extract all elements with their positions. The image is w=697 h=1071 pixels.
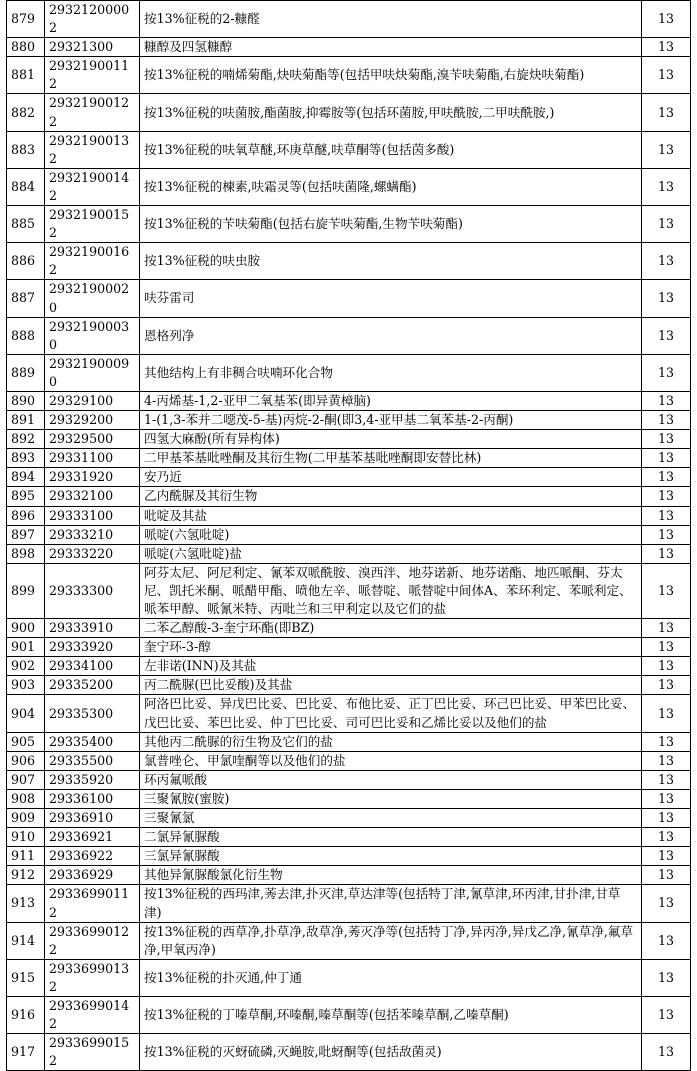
row-number: 905	[7, 732, 45, 751]
commodity-code: 29333910	[45, 619, 140, 638]
commodity-description: 二苯乙醇酸-3-奎宁环酯(即BZ)	[140, 619, 642, 638]
table-row	[7, 563, 691, 618]
tax-rate: 13	[642, 430, 691, 449]
row-number: 909	[7, 809, 45, 828]
commodity-description: 三聚氰胺(蜜胺)	[140, 789, 642, 808]
tax-rate: 13	[642, 676, 691, 695]
row-number: 879	[7, 1, 45, 38]
commodity-code: 29335920	[45, 770, 140, 789]
commodity-code: 29321200002	[45, 1, 140, 38]
commodity-description: 按13%征税的灭蚜硫磷,灭蝇胺,吡蚜酮等(包括敌菌灵)	[140, 1034, 642, 1071]
row-number: 910	[7, 828, 45, 847]
tax-rate: 13	[642, 57, 691, 94]
commodity-code: 29336990112	[45, 885, 140, 922]
commodity-description: 其他结构上有非稠合呋喃环化合物	[140, 354, 642, 391]
table-row	[7, 206, 691, 243]
table-row	[7, 525, 691, 544]
commodity-code: 29336910	[45, 809, 140, 828]
commodity-code: 29333100	[45, 506, 140, 525]
row-number: 898	[7, 544, 45, 563]
tax-rate: 13	[642, 695, 691, 732]
commodity-description: 二氯异氰脲酸	[140, 828, 642, 847]
tax-rate: 13	[642, 544, 691, 563]
row-number: 890	[7, 391, 45, 410]
tax-rate: 13	[642, 922, 691, 959]
table-row	[7, 487, 691, 506]
row-number: 895	[7, 487, 45, 506]
row-number: 882	[7, 94, 45, 131]
row-number: 903	[7, 676, 45, 695]
table-row	[7, 809, 691, 828]
tax-rate: 13	[642, 770, 691, 789]
tariff-table-body	[7, 1, 691, 1071]
tax-rate: 13	[642, 885, 691, 922]
commodity-description: 其他异氰脲酸氯化衍生物	[140, 866, 642, 885]
row-number: 897	[7, 525, 45, 544]
commodity-description: 哌啶(六氢吡啶)盐	[140, 544, 642, 563]
commodity-description: 乙内酰脲及其衍生物	[140, 487, 642, 506]
row-number: 901	[7, 638, 45, 657]
commodity-code: 29333300	[45, 563, 140, 618]
row-number: 902	[7, 657, 45, 676]
tax-rate: 13	[642, 638, 691, 657]
commodity-code: 29321900142	[45, 168, 140, 205]
row-number: 887	[7, 280, 45, 317]
commodity-code: 29331100	[45, 449, 140, 468]
commodity-code: 29329100	[45, 391, 140, 410]
table-row	[7, 280, 691, 317]
table-row	[7, 449, 691, 468]
row-number: 886	[7, 243, 45, 280]
row-number: 889	[7, 354, 45, 391]
table-row	[7, 1034, 691, 1071]
commodity-code: 29329500	[45, 430, 140, 449]
commodity-code: 29321300	[45, 38, 140, 57]
tax-rate: 13	[642, 411, 691, 430]
tax-rate: 13	[642, 391, 691, 410]
table-row	[7, 354, 691, 391]
table-row	[7, 732, 691, 751]
tax-rate: 13	[642, 525, 691, 544]
commodity-code: 29321900030	[45, 317, 140, 354]
commodity-description: 按13%征税的呋虫胺	[140, 243, 642, 280]
tax-rate: 13	[642, 317, 691, 354]
row-number: 893	[7, 449, 45, 468]
commodity-description: 按13%征税的西玛津,莠去津,扑灭津,草达津等(包括特丁津,氰草津,环丙津,甘扑津,甘草津)	[140, 885, 642, 922]
table-row	[7, 751, 691, 770]
tax-rate: 13	[642, 828, 691, 847]
commodity-description: 按13%征税的2-糠醛	[140, 1, 642, 38]
commodity-code: 29321900132	[45, 131, 140, 168]
tax-rate: 13	[642, 243, 691, 280]
row-number: 916	[7, 996, 45, 1033]
row-number: 908	[7, 789, 45, 808]
commodity-code: 29335200	[45, 676, 140, 695]
tax-rate: 13	[642, 354, 691, 391]
commodity-code: 29335400	[45, 732, 140, 751]
commodity-code: 29331920	[45, 468, 140, 487]
tax-rate: 13	[642, 38, 691, 57]
row-number: 906	[7, 751, 45, 770]
commodity-description: 环丙氟哌酸	[140, 770, 642, 789]
table-row	[7, 430, 691, 449]
commodity-code: 29321900112	[45, 57, 140, 94]
table-row	[7, 468, 691, 487]
row-number: 917	[7, 1034, 45, 1071]
commodity-description: 吡啶及其盐	[140, 506, 642, 525]
tax-rate: 13	[642, 996, 691, 1033]
commodity-code: 29321900090	[45, 354, 140, 391]
commodity-description: 哌啶(六氢吡啶)	[140, 525, 642, 544]
commodity-code: 29335500	[45, 751, 140, 770]
table-row	[7, 619, 691, 638]
tax-rate: 13	[642, 168, 691, 205]
tax-rate: 13	[642, 487, 691, 506]
commodity-description: 丙二酰脲(巴比妥酸)及其盐	[140, 676, 642, 695]
table-row	[7, 243, 691, 280]
commodity-code: 29333210	[45, 525, 140, 544]
commodity-description: 按13%征税的西草净,扑草净,敌草净,莠灭净等(包括特丁净,异丙净,异戊乙净,氰草净,氟草净,甲氧丙净)	[140, 922, 642, 959]
commodity-code: 29336929	[45, 866, 140, 885]
tax-rate: 13	[642, 206, 691, 243]
tax-rate: 13	[642, 131, 691, 168]
commodity-code: 29333920	[45, 638, 140, 657]
commodity-description: 阿芬太尼、阿尼利定、氰苯双哌酰胺、溴西泮、地芬诺新、地芬诺酯、地匹哌酮、芬太尼、凯托米酮、哌醋甲酯、喷他左辛、哌替啶、哌替啶中间体A、苯环利定、苯哌利定、哌苯甲醇、哌氰米特、丙吡兰和三甲利定以及它们的盐	[140, 563, 642, 618]
table-row	[7, 506, 691, 525]
table-row	[7, 959, 691, 996]
row-number: 883	[7, 131, 45, 168]
table-row	[7, 317, 691, 354]
table-row	[7, 789, 691, 808]
table-row	[7, 866, 691, 885]
tax-rate: 13	[642, 468, 691, 487]
commodity-description: 1-(1,3-苯并二噁茂-5-基)丙烷-2-酮(即3,4-亚甲基二氧苯基-2-丙酮)	[140, 411, 642, 430]
row-number: 881	[7, 57, 45, 94]
tariff-table	[6, 0, 691, 1071]
row-number: 913	[7, 885, 45, 922]
row-number: 912	[7, 866, 45, 885]
tax-rate: 13	[642, 959, 691, 996]
commodity-description: 二甲基苯基吡唑酮及其衍生物(二甲基苯基吡唑酮即安替比林)	[140, 449, 642, 468]
commodity-code: 29336990152	[45, 1034, 140, 1071]
row-number: 888	[7, 317, 45, 354]
table-row	[7, 676, 691, 695]
row-number: 880	[7, 38, 45, 57]
commodity-description: 奎宁环-3-醇	[140, 638, 642, 657]
commodity-description: 其他丙二酰脲的衍生物及它们的盐	[140, 732, 642, 751]
table-row	[7, 885, 691, 922]
tax-rate: 13	[642, 506, 691, 525]
commodity-code: 29321900020	[45, 280, 140, 317]
table-row	[7, 657, 691, 676]
tax-rate: 13	[642, 1034, 691, 1071]
commodity-description: 氯普唑仑、甲氯喹酮等以及他们的盐	[140, 751, 642, 770]
commodity-description: 安乃近	[140, 468, 642, 487]
commodity-code: 29336990132	[45, 959, 140, 996]
tax-rate: 13	[642, 94, 691, 131]
row-number: 884	[7, 168, 45, 205]
row-number: 896	[7, 506, 45, 525]
tax-rate: 13	[642, 732, 691, 751]
commodity-description: 呋芬雷司	[140, 280, 642, 317]
table-row	[7, 131, 691, 168]
row-number: 891	[7, 411, 45, 430]
table-row	[7, 94, 691, 131]
row-number: 914	[7, 922, 45, 959]
table-row	[7, 391, 691, 410]
table-row	[7, 57, 691, 94]
tariff-page	[6, 0, 690, 1071]
tax-rate: 13	[642, 563, 691, 618]
row-number: 911	[7, 847, 45, 866]
commodity-code: 29329200	[45, 411, 140, 430]
commodity-description: 按13%征税的楝素,呋霜灵等(包括呋菌隆,螺螨酯)	[140, 168, 642, 205]
tax-rate: 13	[642, 809, 691, 828]
commodity-description: 按13%征税的苄呋菊酯(包括右旋苄呋菊酯,生物苄呋菊酯)	[140, 206, 642, 243]
commodity-description: 按13%征税的丁嗪草酮,环嗪酮,嗪草酮等(包括苯嗪草酮,乙嗪草酮)	[140, 996, 642, 1033]
commodity-description: 按13%征税的扑灭通,仲丁通	[140, 959, 642, 996]
tax-rate: 13	[642, 1, 691, 38]
commodity-description: 三聚氰氯	[140, 809, 642, 828]
table-row	[7, 638, 691, 657]
commodity-description: 恩格列净	[140, 317, 642, 354]
commodity-code: 29321900152	[45, 206, 140, 243]
commodity-code: 29336990122	[45, 922, 140, 959]
commodity-code: 29336100	[45, 789, 140, 808]
commodity-code: 29332100	[45, 487, 140, 506]
commodity-code: 29336922	[45, 847, 140, 866]
commodity-description: 按13%征税的呋氧草醚,环庚草醚,呋草酮等(包括茵多酸)	[140, 131, 642, 168]
table-row	[7, 38, 691, 57]
commodity-code: 29335300	[45, 695, 140, 732]
commodity-code: 29321900122	[45, 94, 140, 131]
table-row	[7, 828, 691, 847]
tax-rate: 13	[642, 449, 691, 468]
row-number: 904	[7, 695, 45, 732]
table-row	[7, 847, 691, 866]
table-row	[7, 922, 691, 959]
tax-rate: 13	[642, 657, 691, 676]
commodity-description: 按13%征税的呋菌胺,酯菌胺,抑霉胺等(包括环菌胺,甲呋酰胺,二甲呋酰胺,)	[140, 94, 642, 131]
tax-rate: 13	[642, 847, 691, 866]
row-number: 899	[7, 563, 45, 618]
row-number: 885	[7, 206, 45, 243]
tax-rate: 13	[642, 280, 691, 317]
row-number: 907	[7, 770, 45, 789]
table-row	[7, 168, 691, 205]
row-number: 900	[7, 619, 45, 638]
table-row	[7, 770, 691, 789]
tax-rate: 13	[642, 789, 691, 808]
commodity-description: 四氢大麻酚(所有异构体)	[140, 430, 642, 449]
row-number: 915	[7, 959, 45, 996]
commodity-code: 29333220	[45, 544, 140, 563]
commodity-description: 阿洛巴比妥、异戊巴比妥、巴比妥、布他比妥、正丁巴比妥、环己巴比妥、甲苯巴比妥、戊巴比妥、苯巴比妥、仲丁巴比妥、司可巴比妥和乙烯比妥以及他们的盐	[140, 695, 642, 732]
table-row	[7, 695, 691, 732]
commodity-code: 29321900162	[45, 243, 140, 280]
row-number: 894	[7, 468, 45, 487]
commodity-description: 左非诺(INN)及其盐	[140, 657, 642, 676]
table-row	[7, 544, 691, 563]
commodity-code: 29336921	[45, 828, 140, 847]
table-row	[7, 996, 691, 1033]
commodity-description: 三氯异氰脲酸	[140, 847, 642, 866]
table-row	[7, 411, 691, 430]
commodity-description: 4-丙烯基-1,2-亚甲二氧基苯(即异黄樟脑)	[140, 391, 642, 410]
tax-rate: 13	[642, 619, 691, 638]
commodity-code: 29336990142	[45, 996, 140, 1033]
commodity-description: 糠醇及四氢糠醇	[140, 38, 642, 57]
commodity-code: 29334100	[45, 657, 140, 676]
table-row	[7, 1, 691, 38]
row-number: 892	[7, 430, 45, 449]
tax-rate: 13	[642, 866, 691, 885]
commodity-description: 按13%征税的喃烯菊酯,炔呋菊酯等(包括甲呋炔菊酯,溴苄呋菊酯,右旋炔呋菊酯)	[140, 57, 642, 94]
tax-rate: 13	[642, 751, 691, 770]
